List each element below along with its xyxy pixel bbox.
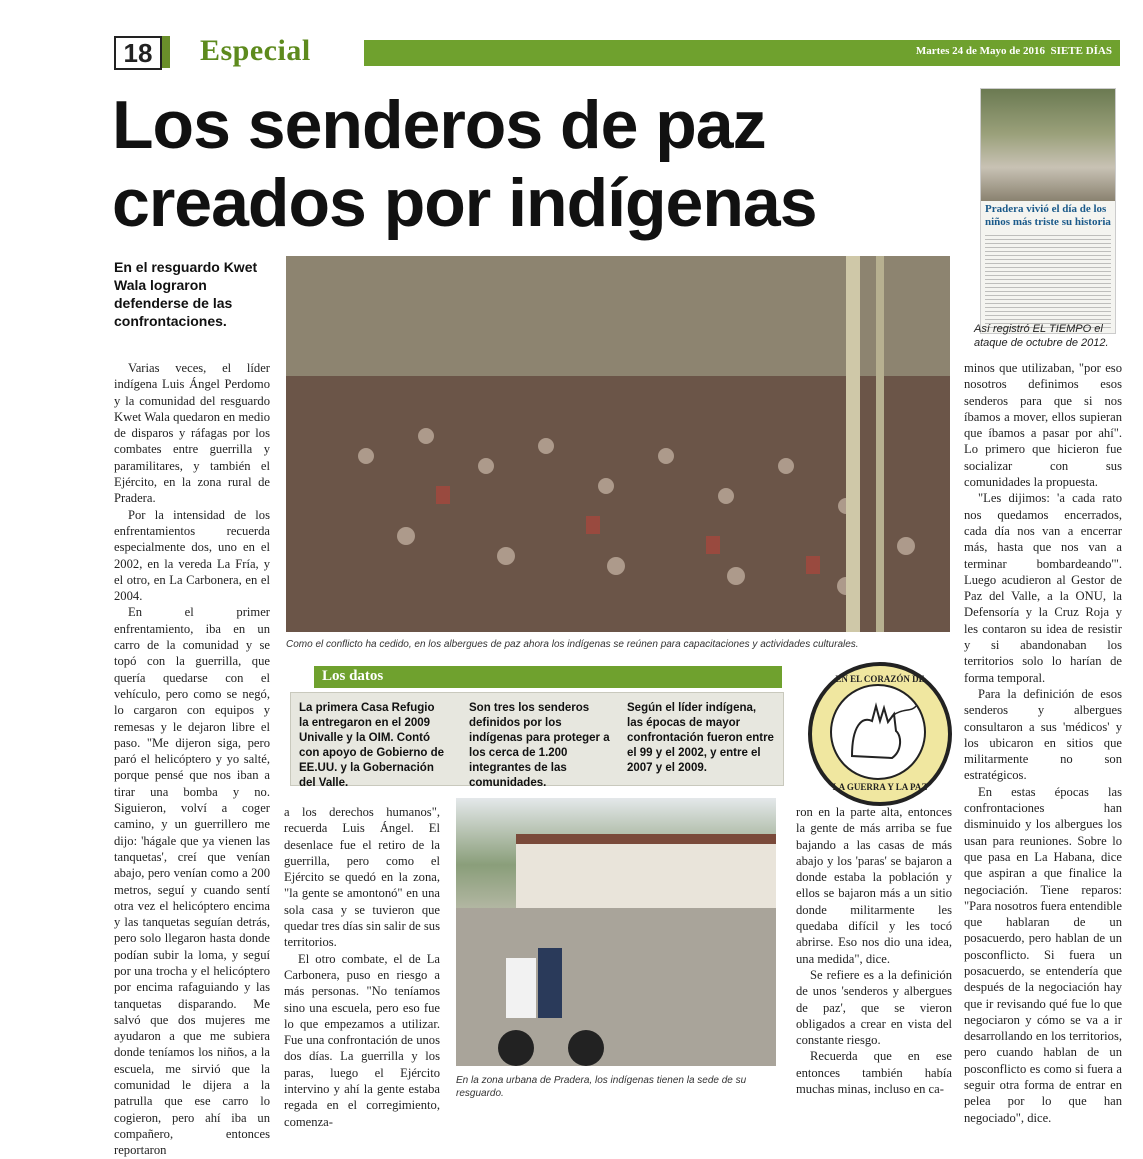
page-number-accent [162,36,170,68]
paragraph: ron en la parte alta, entonces la gente de más arriba se fue bajando a las casas de más abajo y los 'paras' se bajaron a donde estaba la población y ellos se bajaron más a un sitio donde militarmente les quedaba difícil y les tocó abrirse. Eso nos dio una idea, una medida", dice. [796,805,952,966]
datos-item: La primera Casa Refugio la entregaron en el 2009 Univalle y la OIM. Contó con apoyo de Gobierno de EE.UU. y la Gobernación del Valle. [299,702,445,789]
article-column-2 [284,804,440,1130]
datos-item: Según el líder indígena, las épocas de mayor confrontación fueron entre el 99 y el 2002, y entre el 2007 y el 2009. [627,702,774,774]
article-column-3 [796,804,952,1097]
seal-logo [808,662,952,806]
headline-line-1: Los senderos de paz [112,87,766,163]
datos-item: Son tres los senderos definidos por los indígenas para proteger a los cerca de 1.200 integrantes de las comunidades. [469,702,610,789]
paragraph: minos que utilizaban, "por eso nosotros definimos esos senderos para que si nos íbamos a mover, ellos supieran que íbamos a pasar por ahí". Lo primero que hicieron fue socializar con sus comunidades la propuesta. [964,361,1122,490]
datos-box [290,692,784,789]
seal-top-text: EN EL CORAZÓN DE [835,674,925,684]
paragraph: a los derechos humanos", recuerda Luis Ángel. El desenlace fue el retiro de la guerrilla, pero como el Ejército se quedó en la zona, "la gente se amontonó" en una sola casa y se tuvieron que quedar tres días sin salir de sus territorios. [284,805,440,950]
clipping-photo [981,89,1115,201]
second-photo [456,798,776,1066]
seal-bottom-text: LA GUERRA Y LA PAZ [832,782,928,792]
main-photo-caption: Como el conflicto ha cedido, en los albergues de paz ahora los indígenas se reúnen para capacitaciones y actividades culturales. [286,639,859,650]
page-number: 18 [114,36,162,70]
paragraph: Recuerda que en ese entonces también había muchas minas, incluso en ca- [796,1049,952,1097]
main-photo [286,256,950,632]
header-bar [364,40,1120,66]
datos-title: Los datos [322,668,384,684]
paragraph: Para la definición de esos senderos y albergues consultaron a sus 'médicos' y los ubicaron en sitios que militarmente no son estratégicos. [964,686,1122,783]
second-photo-caption: En la zona urbana de Pradera, los indígenas tienen la sede de su resguardo. [456,1075,747,1099]
paragraph: "Les dijimos: 'a cada rato nos quedamos encerrados, cada día nos van a encerrar más, hasta que nos van a terminar bombardeando'". Luego acudieron al Gestor de Paz del Valle, a la ONU, la Defensoría y la Cruz Roja y les contaron su idea de resistir y si abandonaban los territorios solo lo harían de forma temporal. [964,491,1122,685]
paragraph: El otro combate, el de La Carbonera, puso en riesgo a más personas. "No teníamos sino una escuela, pero eso fue lo que empezamos a utilizar. Fue una confrontación de unos dos días. La guerrilla y los paras, luego el Ejército intervino y ahí la gente estaba regada en el corregimiento, comenza- [284,951,440,1129]
section-title: Especial [200,34,311,67]
paragraph: Por la intensidad de los enfrentamientos recuerda especialmente dos, uno en el 2002, en la vereda La Fría, y el otro, en La Carbonera, en el 2004. [114,507,270,604]
article-column-4 [964,360,1122,1126]
header-date: Martes 24 de Mayo de 2016 SIETE DÍAS [915,45,1112,57]
headline [112,86,972,242]
paragraph: Varias veces, el líder indígena Luis Ángel Perdomo y la comunidad del resguardo Kwet Wala quedaron en medio de disparos y ráfagas por los combates entre guerrilla y paramilitares, y también el Ejército, en la zona rural de Pradera. [114,361,270,506]
clipping-caption: Así registró EL TIEMPO el ataque de octubre de 2012. [974,323,1109,349]
paragraph: Se refiere es a la definición de unos 'senderos y albergues de paz', que se vieron obligados a crear en vista del constante riesgo. [796,967,952,1048]
deck: En el resguardo Kwet Wala lograron defenderse de las confrontaciones. [114,259,258,329]
headline-line-2: creados por indígenas [112,165,817,241]
article-column-1 [114,360,270,1159]
second-photo-illustration [456,798,776,1066]
newspaper-clipping [980,88,1116,334]
main-photo-illustration [286,256,950,632]
paragraph: En el primer enfrentamiento, iba en un carro de la comunidad y se topó con la guerrilla, que quería quedarse con el vehículo, pero como se negó, lo cargaron con equipos y remesas y le dejaron libre el paso. "Me dijeron siga, pero paró el helicóptero y yo salté, porque pensé que nos iban a tirar una bomba y no. Siguieron, volví a coger camino, y un guerrillero me dijo: 'hágale que ya vienen las tanquetas', creí que venían abajo, pero venían como a 200 metros, seguí y cuando sentí otra vez el helicóptero encima y las tanquetas seguían detrás, pero solo llegaron hasta donde podían subir la loma, y seguí por una trocha y el helicóptero por encima rafaguiando y las tanquetas disparando. Me salvó que dos mujeres me ayudaron a que me subiera donde teníamos los niños, a la escuela, me sirvió que la comunidad le dijera a la patrulla que ese carro lo cogieron, pero ahí iba un compañero, entonces reportaron [114,605,270,1158]
clipping-text-lines [985,235,1111,331]
datos-header [314,666,782,688]
clipping-headline: Pradera vivió el día de los niños más triste su historia [985,203,1111,228]
dove-hand-icon [830,684,926,780]
paragraph: En estas épocas las confrontaciones han disminuido y los albergues los usan para reuniones. Sobre lo que pasa en La Habana, dice que aspiran a que finalice la negociación. Tiene reparos: "Para nosotros fuera entendible que hablaran de un posacuerdo, pero hablan de un posconflicto. Si fuera un posacuerdo, se entendería que después de la negociación hay que ir revisando qué fue lo que negociaron y cómo se va a ir desarrollando en los territorios, pero cuando hablan de un posconflicto es como si fuera a seguir otra forma de entrar en pelea por lo que han negociado", dice. [964,784,1122,1125]
